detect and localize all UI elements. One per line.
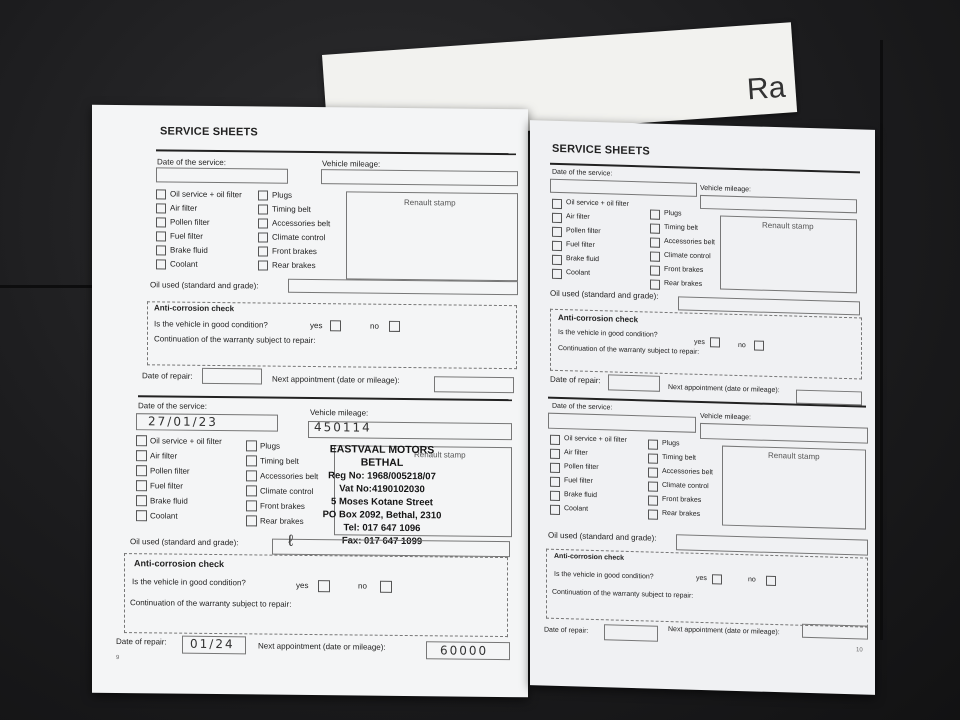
seat-seam [0, 285, 100, 288]
check-label: Plugs [662, 439, 680, 448]
oil-label: Oil used (standard and grade): [548, 530, 657, 543]
stamp-label: Renault stamp [762, 220, 814, 232]
check-label: Climate control [272, 232, 326, 243]
no-label: no [748, 576, 756, 584]
check-label: Accessories belt [272, 218, 331, 229]
checkbox[interactable] [650, 224, 660, 234]
checkbox[interactable] [550, 463, 560, 473]
checkbox[interactable] [246, 515, 257, 526]
condition-question: Is the vehicle in good condition? [132, 577, 246, 588]
checkbox[interactable] [650, 266, 660, 276]
warranty-question: Continuation of the warranty subject to repair: [552, 588, 694, 600]
repair-label: Date of repair: [116, 636, 167, 647]
check-label: Fuel filter [150, 481, 183, 491]
mileage-label: Vehicle mileage: [700, 184, 751, 194]
check-label: Rear brakes [272, 260, 316, 271]
section-rule [138, 395, 512, 401]
oil-label: Oil used (standard and grade): [130, 537, 239, 548]
check-label: Climate control [662, 481, 709, 491]
yes-checkbox[interactable] [712, 574, 722, 584]
checkbox[interactable] [650, 238, 660, 248]
dealer-street: 5 Moses Kotane Street [331, 496, 433, 509]
check-label: Oil service + oil filter [150, 436, 222, 447]
checkbox[interactable] [246, 455, 257, 466]
checkbox[interactable] [550, 477, 560, 487]
dealer-vat: Vat No:4190102030 [339, 483, 425, 496]
checkbox[interactable] [258, 204, 268, 214]
check-label: Timing belt [272, 204, 311, 215]
next-appointment-label: Next appointment (date or mileage): [668, 384, 780, 395]
checkbox[interactable] [552, 241, 562, 251]
checkbox[interactable] [156, 259, 166, 269]
next-appointment-label: Next appointment (date or mileage): [258, 641, 386, 652]
date-label: Date of the service: [138, 401, 207, 411]
check-label: Pollen filter [170, 217, 210, 227]
dealer-fax: Fax: 017 647 1099 [341, 535, 423, 548]
seat-seam [880, 40, 883, 640]
checkbox[interactable] [552, 227, 562, 237]
check-label: Climate control [664, 251, 711, 261]
next-appointment-label: Next appointment (date or mileage): [272, 374, 400, 385]
checkbox[interactable] [648, 453, 658, 463]
check-label: Coolant [566, 269, 591, 277]
check-label: Coolant [150, 511, 178, 521]
check-label: Pollen filter [150, 466, 190, 476]
stamp-label: Renault stamp [414, 450, 466, 460]
checkbox[interactable] [246, 500, 257, 511]
oil-scribble: ℓ [288, 532, 294, 550]
anti-corrosion-title: Anti-corrosion check [154, 303, 235, 314]
date-label: Date of the service: [552, 168, 613, 178]
check-label: Fuel filter [564, 477, 593, 485]
checkbox[interactable] [552, 199, 562, 209]
checkbox[interactable] [136, 495, 147, 506]
handwritten-next-appointment: 60000 [440, 643, 489, 658]
checkbox[interactable] [552, 255, 562, 265]
page-number: 9 [116, 654, 120, 662]
repair-label: Date of repair: [142, 371, 193, 381]
dealer-tel: Tel: 017 647 1096 [343, 522, 421, 535]
yes-label: yes [696, 574, 707, 583]
checkbox[interactable] [650, 280, 660, 290]
checkbox[interactable] [650, 252, 660, 262]
warranty-question: Continuation of the warranty subject to repair: [558, 344, 700, 356]
check-label: Oil service + oil filter [170, 189, 242, 200]
check-label: Accessories belt [664, 237, 715, 247]
next-appointment-label: Next appointment (date or mileage): [668, 626, 780, 637]
yes-label: yes [310, 321, 323, 331]
check-label: Air filter [564, 449, 588, 457]
check-label: Accessories belt [260, 471, 319, 482]
repair-field[interactable] [604, 624, 658, 642]
yes-label: yes [694, 338, 705, 347]
yes-checkbox[interactable] [318, 580, 330, 592]
check-label: Climate control [260, 486, 314, 497]
check-label: Brake fluid [150, 496, 188, 506]
mileage-label: Vehicle mileage: [700, 412, 751, 422]
back-sheet-title: Ra [745, 70, 787, 107]
page-number: 10 [856, 647, 863, 654]
check-label: Coolant [564, 505, 589, 513]
anti-corrosion-title: Anti-corrosion check [558, 312, 639, 325]
no-checkbox[interactable] [754, 340, 764, 350]
oil-label: Oil used (standard and grade): [150, 280, 259, 291]
check-label: Fuel filter [566, 241, 595, 249]
condition-question: Is the vehicle in good condition? [154, 319, 268, 330]
checkbox[interactable] [648, 509, 658, 519]
checkbox[interactable] [258, 260, 268, 270]
dealer-stamp [302, 443, 462, 555]
dealer-reg: Reg No: 1968/005218/07 [328, 470, 436, 483]
anti-corrosion-title: Anti-corrosion check [134, 558, 225, 570]
left-page [92, 105, 528, 698]
mileage-label: Vehicle mileage: [310, 408, 369, 418]
condition-question: Is the vehicle in good condition? [554, 570, 654, 581]
next-appointment-field[interactable] [434, 376, 514, 393]
checkbox[interactable] [136, 465, 147, 476]
mileage-label: Vehicle mileage: [322, 159, 381, 169]
check-label: Plugs [260, 441, 281, 451]
checkbox[interactable] [648, 439, 658, 449]
check-label: Timing belt [664, 223, 698, 232]
warranty-question: Continuation of the warranty subject to repair: [154, 334, 316, 346]
no-label: no [370, 321, 379, 331]
stamp-label: Renault stamp [768, 450, 820, 462]
checkbox[interactable] [550, 491, 560, 501]
date-field[interactable] [156, 167, 288, 183]
no-checkbox[interactable] [766, 576, 776, 586]
check-label: Air filter [170, 203, 198, 213]
check-label: Plugs [664, 209, 682, 218]
check-label: Front brakes [664, 265, 704, 275]
dealer-town: BETHAL [360, 456, 404, 469]
condition-question: Is the vehicle in good condition? [558, 328, 658, 339]
no-checkbox[interactable] [389, 321, 400, 332]
checkbox[interactable] [550, 449, 560, 459]
check-label: Rear brakes [664, 279, 703, 288]
mileage-field[interactable] [321, 169, 518, 186]
check-label: Rear brakes [260, 516, 304, 526]
checkbox[interactable] [648, 467, 658, 477]
checkbox[interactable] [552, 269, 562, 279]
check-label: Oil service + oil filter [564, 435, 627, 444]
checkbox[interactable] [136, 435, 147, 446]
checkbox[interactable] [258, 232, 268, 242]
page-heading: SERVICE SHEETS [552, 142, 650, 158]
repair-field[interactable] [202, 368, 262, 385]
mileage-field[interactable] [700, 195, 857, 213]
checkbox[interactable] [246, 440, 257, 451]
checkbox[interactable] [246, 485, 257, 496]
check-label: Plugs [272, 190, 293, 200]
checkbox[interactable] [648, 481, 658, 491]
no-checkbox[interactable] [380, 581, 392, 593]
check-label: Air filter [150, 451, 178, 461]
yes-checkbox[interactable] [330, 320, 341, 331]
next-appointment-field[interactable] [802, 624, 868, 640]
checkbox[interactable] [552, 213, 562, 223]
checkbox[interactable] [136, 480, 147, 491]
checkbox[interactable] [258, 246, 268, 256]
checkbox[interactable] [156, 231, 166, 241]
check-label: Timing belt [260, 456, 299, 466]
repair-field[interactable] [608, 374, 660, 391]
checkbox[interactable] [258, 218, 268, 228]
check-label: Air filter [566, 213, 590, 221]
dealer-name: EASTVAAL MOTORS [329, 443, 435, 457]
date-label: Date of the service: [552, 402, 613, 412]
checkbox[interactable] [648, 495, 658, 505]
mileage-field[interactable] [700, 423, 868, 444]
check-label: Brake fluid [566, 255, 600, 264]
no-label: no [738, 341, 746, 350]
page-heading: SERVICE SHEETS [160, 125, 258, 139]
repair-label: Date of repair: [544, 626, 589, 635]
check-label: Rear brakes [662, 509, 701, 518]
checkbox[interactable] [550, 505, 560, 515]
checkbox[interactable] [136, 450, 147, 461]
checkbox[interactable] [156, 245, 166, 255]
check-label: Front brakes [662, 495, 702, 504]
yes-checkbox[interactable] [710, 337, 720, 347]
check-label: Brake fluid [170, 245, 208, 255]
date-field[interactable] [548, 413, 696, 433]
handwritten-repair-date: 01/24 [190, 636, 235, 652]
date-label: Date of the service: [157, 157, 226, 168]
check-label: Coolant [170, 259, 198, 269]
dealer-po-box: PO Box 2092, Bethal, 2310 [322, 509, 442, 522]
handwritten-mileage: 450114 [314, 420, 372, 435]
checkbox[interactable] [246, 470, 257, 481]
check-label: Pollen filter [566, 227, 601, 236]
check-label: Oil service + oil filter [566, 199, 629, 208]
checkbox[interactable] [550, 435, 560, 445]
yes-label: yes [296, 580, 309, 590]
stamp-label: Renault stamp [404, 197, 456, 208]
anti-corrosion-title: Anti-corrosion check [554, 552, 625, 562]
check-label: Timing belt [662, 453, 696, 462]
right-page [530, 120, 875, 695]
checkbox[interactable] [258, 190, 268, 200]
warranty-question: Continuation of the warranty subject to repair: [130, 598, 292, 609]
handwritten-date: 27/01/23 [148, 414, 218, 430]
no-label: no [358, 581, 367, 591]
check-label: Front brakes [260, 501, 305, 511]
check-label: Brake fluid [564, 491, 598, 500]
section-rule [156, 149, 516, 155]
checkbox[interactable] [156, 189, 166, 199]
checkbox[interactable] [156, 217, 166, 227]
check-label: Fuel filter [170, 231, 203, 241]
check-label: Pollen filter [564, 463, 599, 472]
repair-label: Date of repair: [550, 374, 601, 386]
check-label: Accessories belt [662, 467, 713, 477]
checkbox[interactable] [136, 510, 147, 521]
oil-field[interactable] [288, 279, 518, 295]
check-label: Front brakes [272, 246, 317, 257]
checkbox[interactable] [156, 203, 166, 213]
checkbox[interactable] [650, 210, 660, 220]
oil-label: Oil used (standard and grade): [550, 288, 659, 301]
date-field[interactable] [550, 179, 697, 197]
